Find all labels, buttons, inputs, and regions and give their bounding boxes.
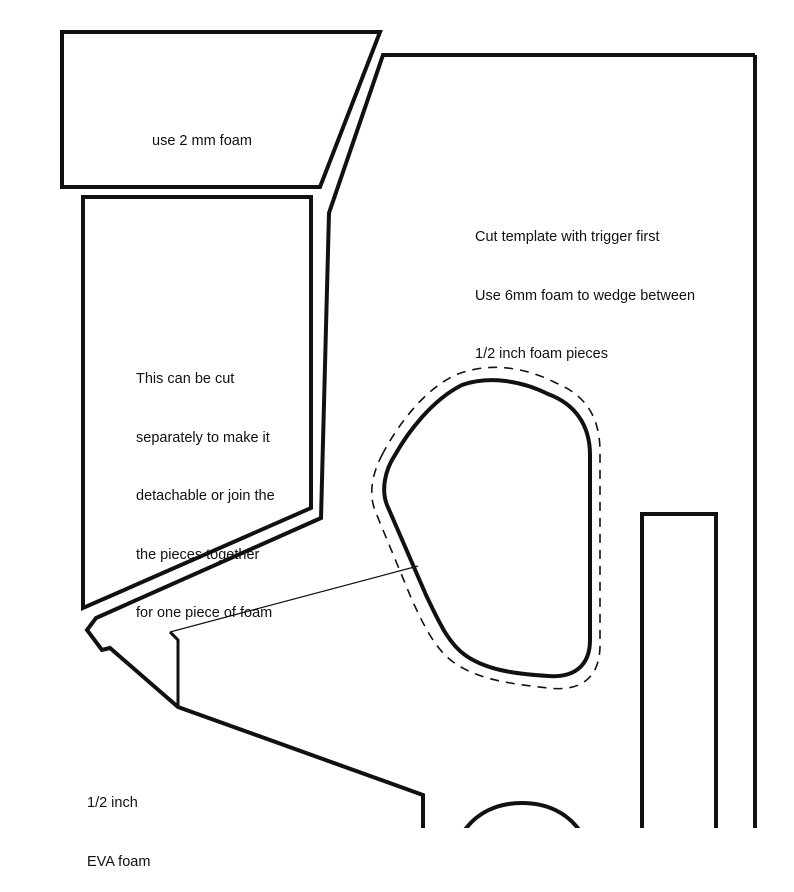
- main-piece-line-1: Cut template with trigger first: [475, 229, 660, 245]
- side-piece-line-3: detachable or join the: [136, 488, 275, 504]
- inner-step-outline: [170, 632, 178, 707]
- main-piece-instructions: [475, 189, 695, 384]
- material-label: [87, 755, 150, 892]
- slot-cutout: [642, 514, 716, 828]
- material-line-2: EVA foam: [87, 853, 151, 870]
- side-piece-instructions: [136, 331, 275, 643]
- side-piece-line-5: for one piece of foam: [136, 605, 273, 621]
- main-piece-line-2: Use 6mm foam to wedge between: [475, 287, 696, 304]
- side-piece-line-1: This can be cut: [136, 371, 235, 387]
- side-piece-line-2: separately to make it: [136, 429, 270, 446]
- main-piece-line-3: 1/2 inch foam pieces: [475, 346, 608, 362]
- guide-line-bevel: [110, 648, 172, 702]
- material-line-1: 1/2 inch: [87, 795, 138, 811]
- trigger-cutout-dashed-allowance: [372, 367, 600, 688]
- round-cutout: [462, 803, 582, 828]
- top-piece-label: [152, 93, 252, 171]
- top-piece-label-text: use 2 mm foam: [152, 133, 252, 149]
- side-piece-line-4: the pieces together: [136, 546, 260, 563]
- trigger-cutout: [384, 380, 590, 676]
